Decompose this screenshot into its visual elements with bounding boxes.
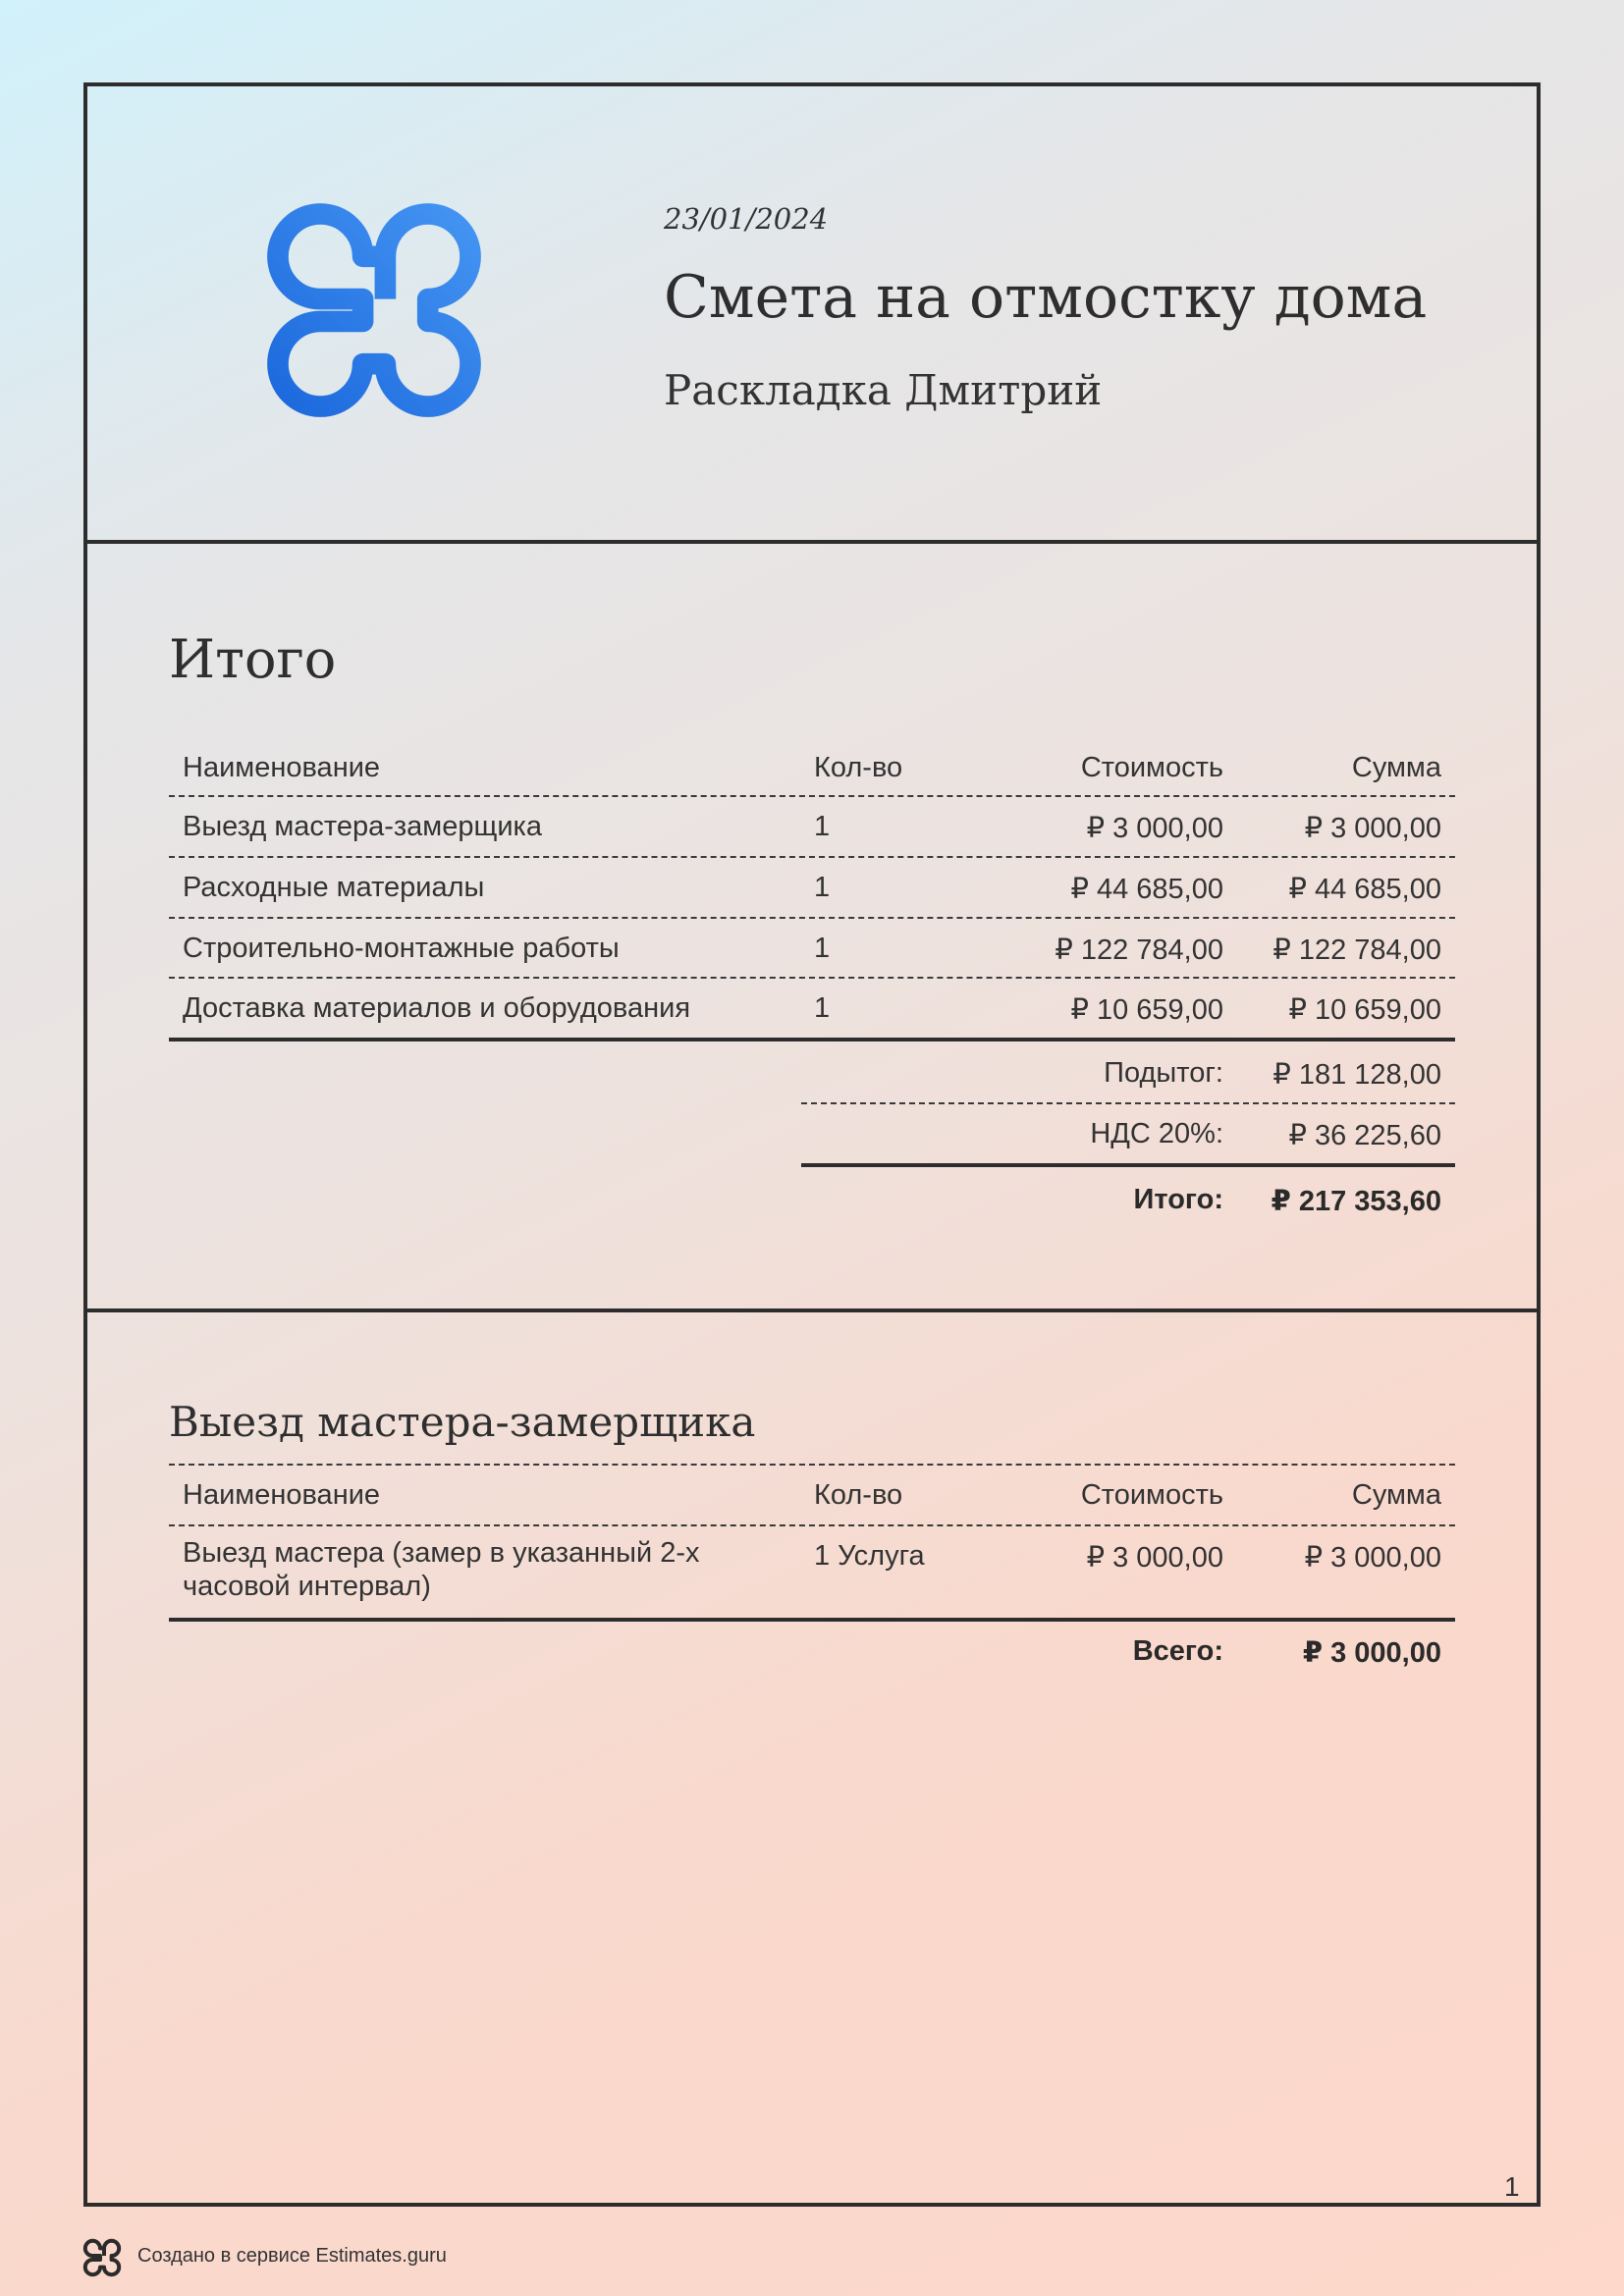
col-qty-header: Кол-во [814,752,903,783]
footer-logo-icon [82,2238,122,2277]
grand-total-row [801,1170,1455,1231]
section-total-row [801,1622,1455,1682]
row-sum: ₽ 3 000,00 [1304,813,1441,844]
vat-row [801,1104,1455,1167]
subtotal-label: Подытог: [1104,1057,1223,1089]
col-name-header: Наименование [183,1479,381,1511]
row-price: ₽ 3 000,00 [1086,1542,1223,1574]
row-name: Выезд мастера-замерщика [183,811,543,842]
table-header-row [169,738,1455,797]
col-qty-header: Кол-во [814,1479,903,1511]
row-price: ₽ 3 000,00 [1086,813,1223,844]
grand-total-value: ₽ 217 353,60 [1271,1186,1441,1217]
table-row [169,1526,1455,1622]
row-price: ₽ 122 784,00 [1055,934,1223,966]
grand-total-label: Итого: [1133,1184,1223,1215]
row-sum: ₽ 3 000,00 [1304,1542,1441,1574]
row-name: Строительно-монтажные работы [183,933,620,964]
row-sum: ₽ 122 784,00 [1272,934,1441,966]
col-sum-header: Сумма [1351,1479,1441,1511]
divider-summary [83,1308,1541,1312]
table-row [169,979,1455,1041]
table-row [169,858,1455,919]
section-table [169,1464,1455,1622]
row-qty: 1 [814,992,831,1024]
clover-logo-icon [262,198,486,422]
vat-label: НДС 20%: [1090,1118,1223,1149]
col-name-header: Наименование [183,752,381,783]
row-name [183,1536,700,1603]
row-sum: ₽ 44 685,00 [1288,874,1441,905]
estimate-date: 23/01/2024 [664,202,829,236]
col-price-header: Стоимость [1080,752,1223,783]
page-number: 1 [1504,2171,1520,2202]
vat-value: ₽ 36 225,60 [1288,1120,1441,1151]
table-row [169,919,1455,979]
subtotal-value: ₽ 181 128,00 [1272,1059,1441,1091]
col-price-header: Стоимость [1080,1479,1223,1511]
row-price: ₽ 44 685,00 [1070,874,1223,905]
section-total-label: Всего: [1132,1635,1223,1667]
row-qty: 1 [814,872,831,903]
col-sum-header: Сумма [1351,752,1441,783]
row-name-line2: часовой интервал) [183,1571,431,1602]
row-name: Доставка материалов и оборудования [183,992,691,1024]
row-sum: ₽ 10 659,00 [1288,994,1441,1026]
row-price: ₽ 10 659,00 [1070,994,1223,1026]
subtotal-row [801,1043,1455,1104]
row-name-line1: Выезд мастера (замер в указанный 2-х [183,1537,700,1569]
table-header-row [169,1466,1455,1526]
row-qty: 1 Услуга [814,1540,925,1572]
row-qty: 1 [814,933,831,964]
section-heading: Выезд мастера-замерщика [169,1398,756,1446]
row-name: Расходные материалы [183,872,485,903]
summary-heading: Итого [169,628,337,690]
section-total-value: ₽ 3 000,00 [1302,1637,1441,1669]
divider-header [83,540,1541,544]
row-qty: 1 [814,811,831,842]
client-name: Раскладка Дмитрий [664,366,1103,414]
footer-credit: Создано в сервисе Estimates.guru [137,2245,447,2267]
table-row [169,797,1455,858]
page-title: Смета на отмостку дома [664,263,1428,332]
summary-table [169,738,1455,1041]
